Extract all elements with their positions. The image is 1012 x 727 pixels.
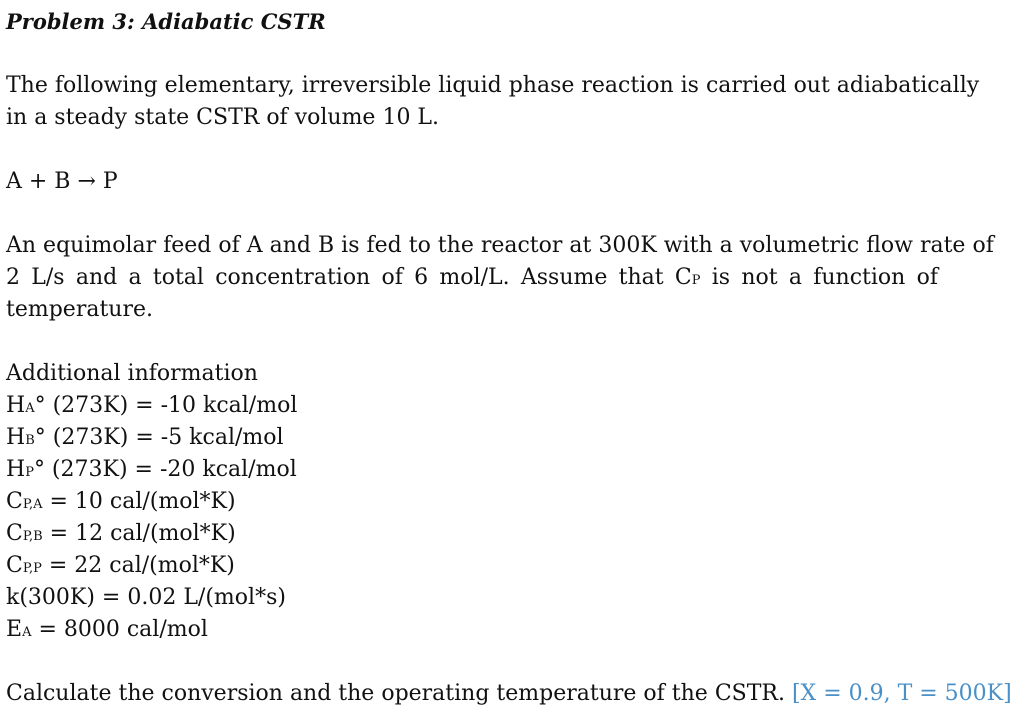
info-symbol: C [6,521,23,546]
info-value: ° (273K) = -5 kcal/mol [34,425,284,450]
info-subscript: P,B [22,529,43,544]
info-subscript: A [22,625,32,640]
additional-heading: Additional information [6,361,258,386]
info-symbol: C [6,489,23,514]
info-value: ° (273K) = -10 kcal/mol [34,393,298,418]
info-subscript: B [25,433,35,448]
problem-title: Problem 3: Adiabatic CSTR [6,9,326,34]
info-symbol: k(300K) = 0.02 L/(mol*s) [6,585,286,610]
info-subscript: A [25,401,35,416]
info-subscript: P [25,465,34,480]
info-item-ha [6,392,297,423]
info-item-hp [6,456,297,487]
info-symbol: H [6,425,26,450]
feed-line-2-text: 2 L/s and a total concentration of 6 mol/L. Assume that C [6,265,692,290]
info-value: = 10 cal/(mol*K) [42,489,236,514]
feed-line-1: An equimolar feed of A and B is fed to the reactor at 300K with a volumetric flow rate of [6,233,994,258]
question-line [6,680,1012,708]
info-symbol: E [6,617,23,642]
feed-line-2-tail: is not a function of [700,265,938,290]
info-subscript: P,A [22,497,43,512]
feed-line-2 [6,264,938,295]
info-symbol: C [6,553,23,578]
feed-line-3: temperature. [6,297,153,322]
info-value: ° (273K) = -20 kcal/mol [33,457,297,482]
answer-key: [X = 0.9, T = 500K] [791,681,1012,706]
question-text: Calculate the conversion and the operating temperature of the CSTR. [6,681,792,706]
info-subscript: P,P [22,561,42,576]
info-value: = 12 cal/(mol*K) [42,521,236,546]
info-item-ea [6,616,208,647]
info-item-cpa [6,488,236,519]
info-item-cpp [6,552,235,583]
info-symbol: H [6,457,26,482]
reaction-equation: A + B → P [6,169,118,194]
info-item-hb [6,424,284,455]
info-symbol: H [6,393,26,418]
intro-line-2: in a steady state CSTR of volume 10 L. [6,105,440,130]
info-value: = 8000 cal/mol [31,617,208,642]
cp-subscript: P [691,273,701,288]
intro-line-1: The following elementary, irreversible liquid phase reaction is carried out adiabatically [6,73,980,98]
info-value: = 22 cal/(mol*K) [41,553,235,578]
info-item-k [6,584,286,612]
info-item-cpb [6,520,236,551]
